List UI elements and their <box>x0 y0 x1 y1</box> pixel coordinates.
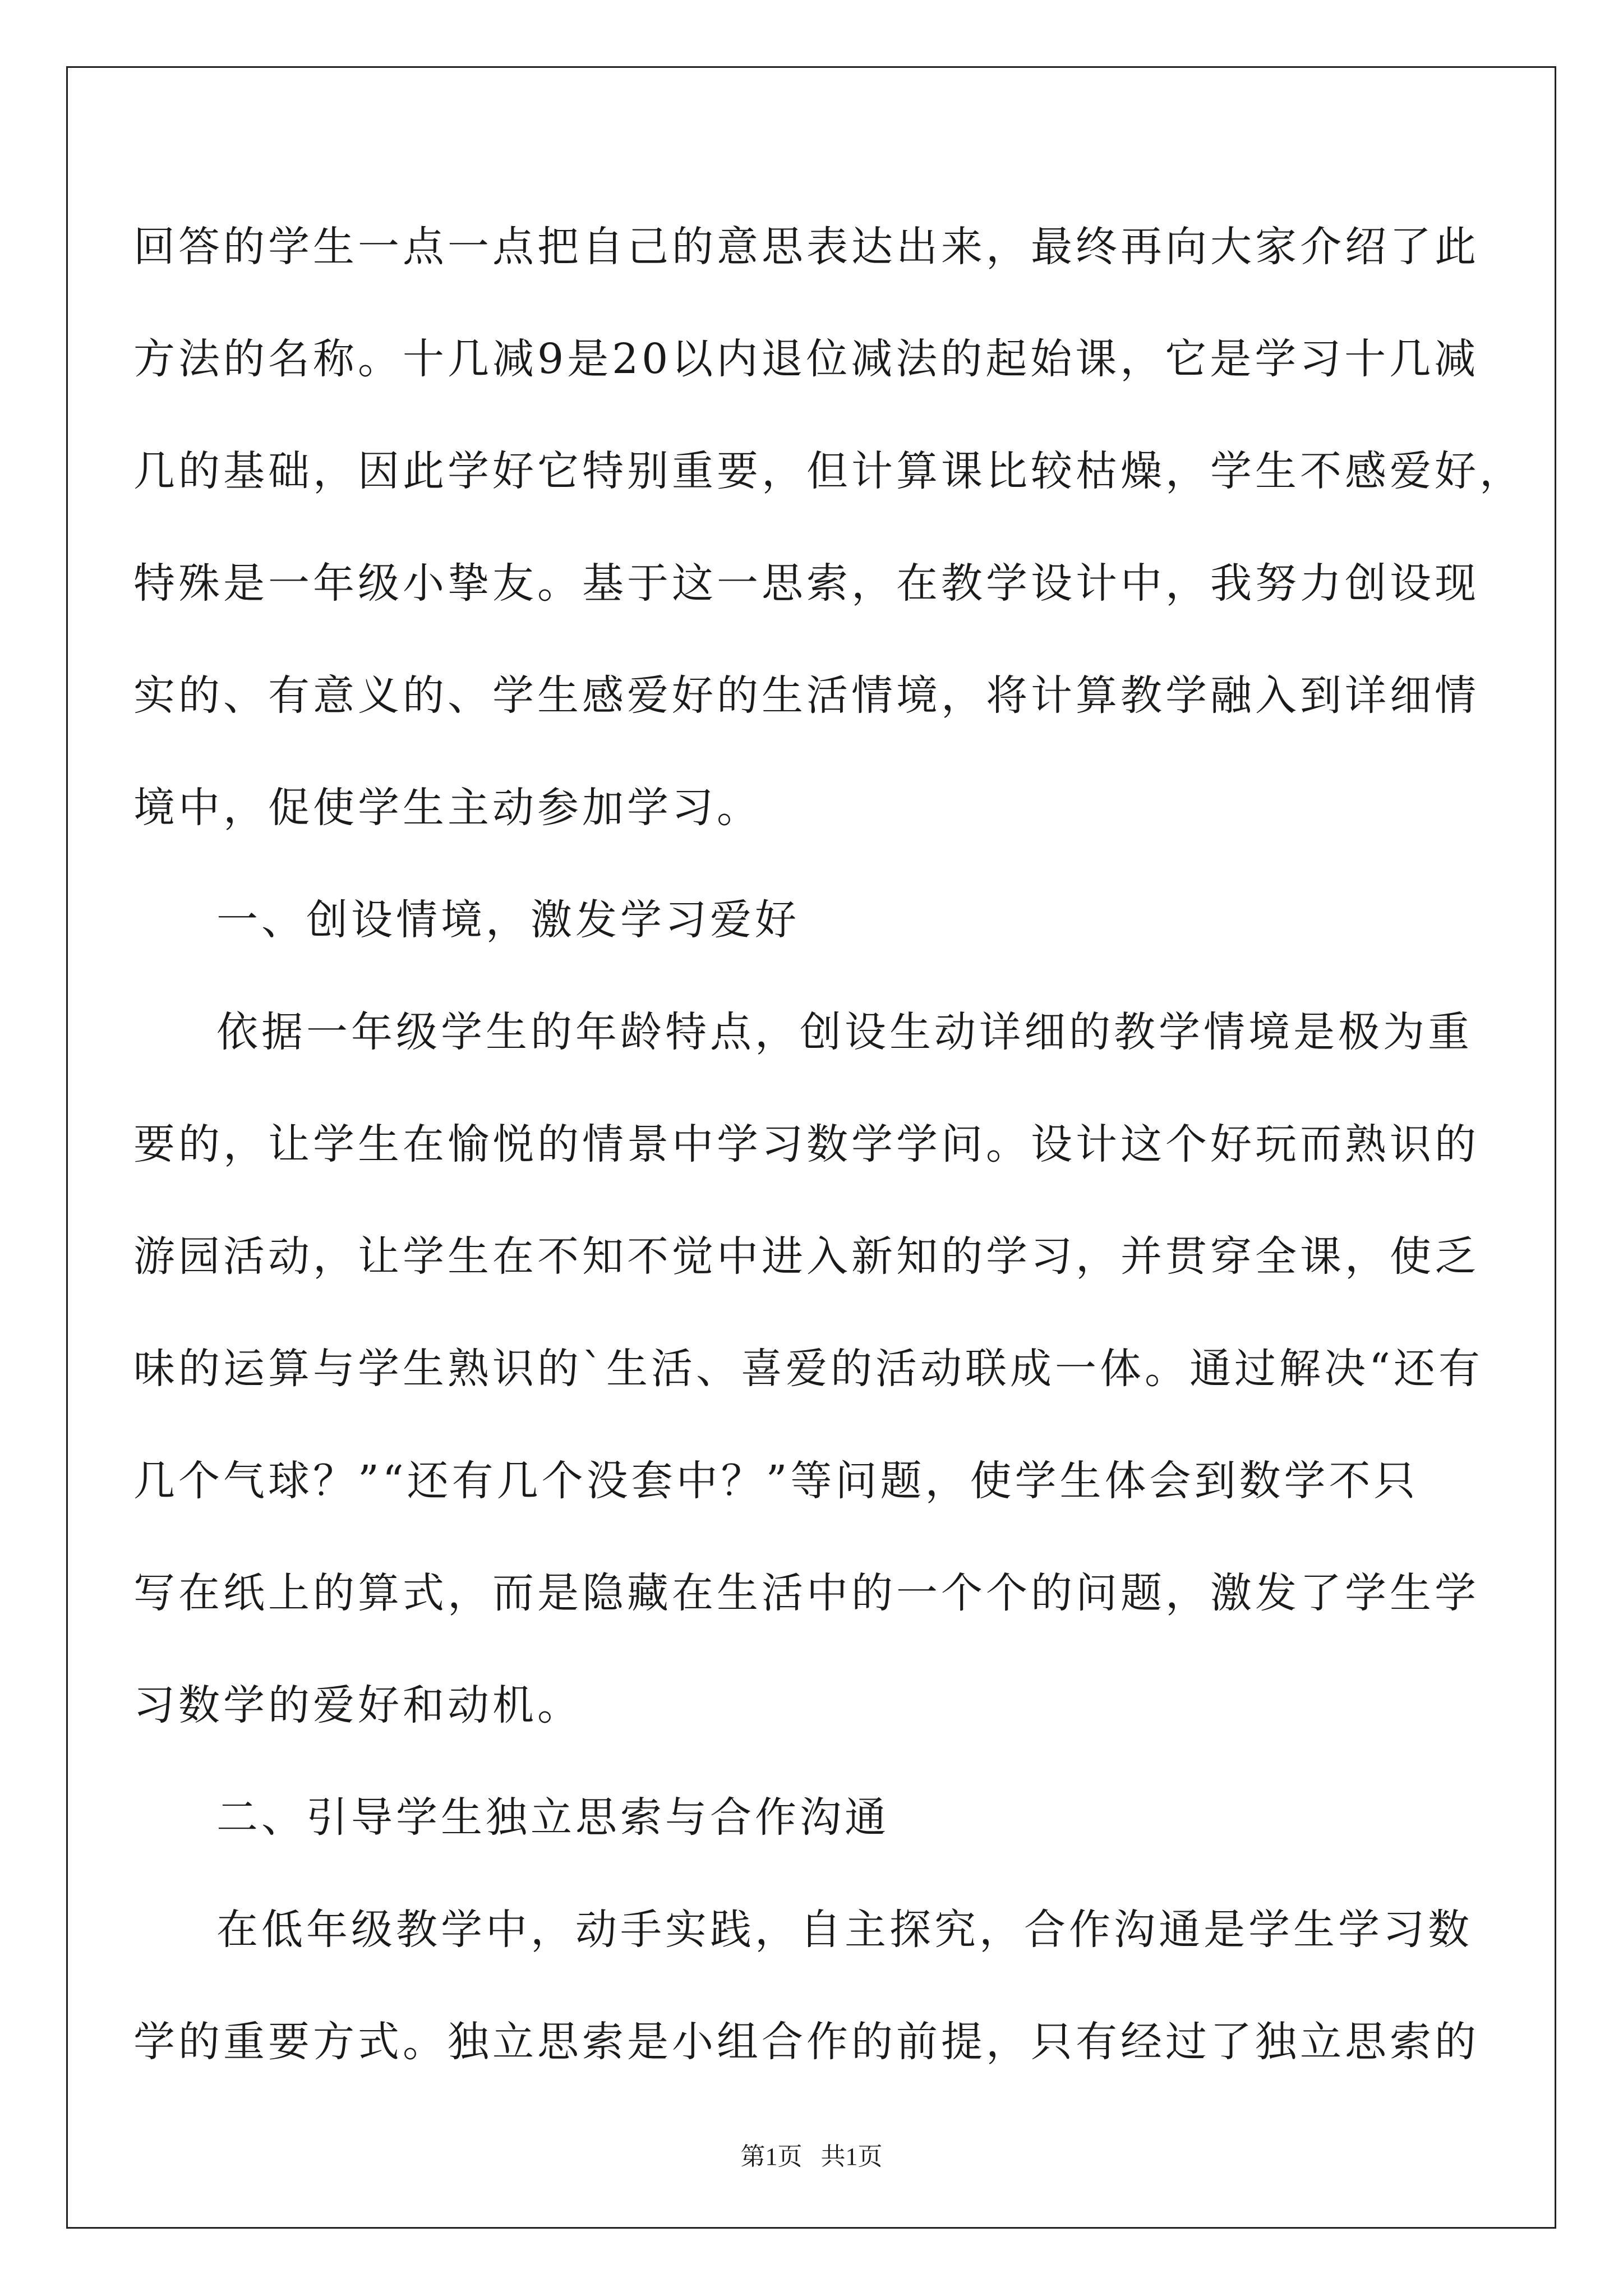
text-line: 习数学的爱好和动机。 <box>133 1681 582 1729</box>
text-line: 几个气球？”“还有几个没套中？”等问题，使学生体会到数学不只 <box>133 1457 1419 1505</box>
text-line: 实的、有意义的、学生感爱好的生活情境，将计算教学融入到详细情 <box>133 671 1479 720</box>
text-line: 几的基础，因此学好它特别重要，但计算课比较枯燥，学生不感爱好， <box>133 447 1524 495</box>
text-line: 味的运算与学生熟识的`生活、喜爱的活动联成一体。通过解决“还有 <box>133 1345 1483 1393</box>
text-line: 要的，让学生在愉悦的情景中学习数学学问。设计这个好玩而熟识的 <box>133 1120 1479 1168</box>
section-heading: 一、创设情境，激发学习爱好 <box>216 896 800 944</box>
text-line: 回答的学生一点一点把自己的意思表达出来，最终再向大家介绍了此 <box>133 223 1479 271</box>
text-line: 依据一年级学生的年龄特点，创设生动详细的教学情境是极为重 <box>216 1008 1473 1056</box>
text-line: 在低年级教学中，动手实践，自主探究，合作沟通是学生学习数 <box>216 1906 1473 1954</box>
text-line: 特殊是一年级小挚友。基于这一思索，在教学设计中，我努力创设现 <box>133 559 1479 608</box>
section-heading: 二、引导学生独立思索与合作沟通 <box>216 1793 889 1842</box>
text-line: 境中，促使学生主动参加学习。 <box>133 784 762 832</box>
text-line: 写在纸上的算式，而是隐藏在生活中的一个个的问题，激发了学生学 <box>133 1569 1479 1617</box>
page-footer: 第1页 共1页 <box>740 2143 883 2170</box>
text-line: 游园活动，让学生在不知不觉中进入新知的学习，并贯穿全课，使乏 <box>133 1232 1479 1281</box>
text-line: 方法的名称。十几减9是20以内退位减法的起始课，它是学习十几减 <box>133 335 1479 383</box>
text-line: 学的重要方式。独立思索是小组合作的前提，只有经过了独立思索的 <box>133 2018 1479 2066</box>
